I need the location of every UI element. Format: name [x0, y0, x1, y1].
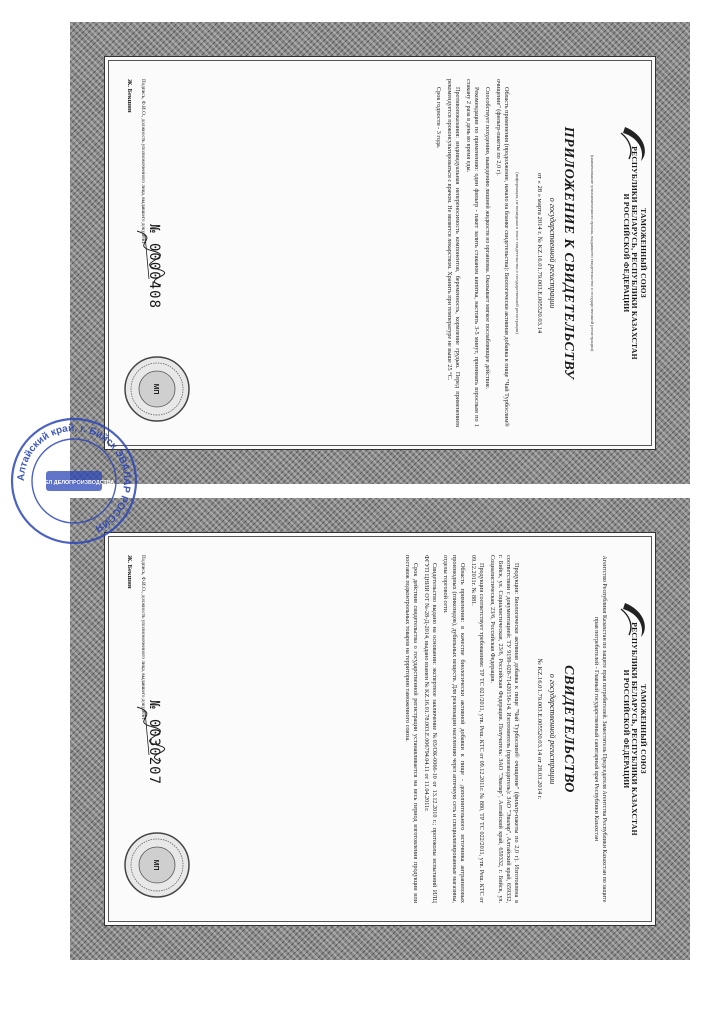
paragraph: Продукция: Биологически активная добавка к пище "Чай Турбослим® очищение" (фильтр-пакеты по 2,0 г). Изготовлена в соответствии с документацией: ТУ 9199-028-71420156-14. Изготовитель (производитель): ЗАО "Эвалар", Алтайский край, 659332, г. Бийск, ул. Социалистическая, 23/6, Российская Федерация. Получатель: ЗАО "Эвалар", Алтайский край, 659332, г. Бийск, ул. Социалистическая, 23/6, Российская Федерация. [488, 555, 520, 903]
rotated-content [105, 533, 655, 925]
signature-caption: Подпись, Ф.И.О., должность уполномоченного лица, выдавшего документ [140, 79, 147, 244]
paragraph: Область применения: в качестве биологически активной добавки к пище - дополнительного источника антраниловых производных (гликозидов), дубильных веществ. Для реализации населению через аптечную сеть и специализированные магазины, отделы торговой сети. [442, 555, 466, 903]
union-line-3: И РОССИЙСКОЙ ФЕДЕРАЦИИ [621, 193, 631, 313]
union-line-3: И РОССИЙСКОЙ ФЕДЕРАЦИИ [621, 669, 631, 789]
paragraph: Рекомендации по применению: один фильтр - пакет залить стаканом кипятка, настоять 3-5 минут, принимать взрослым по 1 стакану 2 раза в день во время еды. [464, 79, 480, 427]
paragraph: Область применения (продолжение, начало на бланке свидетельства): Биологически активная добавка к пище "Чай Турбослим® очищение" (фильтр-пакеты по 2,0 г). [494, 79, 511, 427]
issuing-authority: Агентство Республики Казахстан по защите прав потребителей. Заместитель Председателя Агентства Республики Казахстан по защите прав потребителей - Главный государственный санитарный врач Республики Казахстан [593, 555, 607, 903]
union-header [621, 57, 647, 449]
certificate-inner [104, 532, 656, 926]
seal-label: МП [152, 859, 159, 871]
authority-note: (наименование уполномоченного органа, выдавшего свидетельство о государственной регистрации) [590, 154, 595, 352]
union-line-1: ТАМОЖЕННЫЙ СОЮЗ [639, 684, 648, 774]
union-line-2: РЕСПУБЛИКИ БЕЛАРУСЬ, РЕСПУБЛИКИ КАЗАХСТАН [630, 622, 640, 836]
signature-block [125, 555, 146, 725]
paragraph: Способствует похудению, выведению лишней жидкости из организма. Оказывает мягкое послабляющее действие. [483, 87, 491, 390]
signature-block [125, 79, 146, 249]
appendix-body [431, 79, 520, 427]
date-number-line: № KZ.16.01.79.003.Е.005520.03.14 от 28.03.2014 г. [536, 658, 543, 800]
company-stamp-icon [8, 415, 140, 547]
union-header [621, 533, 647, 925]
form-number: № 0030207 [146, 700, 163, 785]
date-number-line: от « 28 » марта 2014 г. № KZ.16.01.79.003.Е.005520.03.14 [536, 172, 543, 334]
paragraph: Срок действия свидетельства о государственной регистрации устанавливается на весь период изготовления продукции или поставок подконтрольных товаров на территорию таможенного союза. [404, 555, 420, 903]
signer-name: Ж. Бекшин [126, 555, 134, 589]
document-subtitle: о государственной регистрации [548, 673, 557, 785]
stamp-ring-text: Алтайский край, г. Бийск ЭВАЛАР РОССИЯ [15, 422, 133, 534]
paragraph: Срок годности - 3 года. [434, 87, 442, 149]
union-line-1: ТАМОЖЕННЫЙ СОЮЗ [639, 208, 648, 298]
paragraph: Свидетельство выдано на основании: экспертное заключение №03/ОК-0066-10 от 13.12.2010 г.; протоколы испытаний ИЛЦ ФГУП ЦНИИ ОТ №-28-Д-2014, выдано взамен № KZ.16.01.78.003.Е.006794.04.11 от 11.04.2011г. [423, 555, 439, 903]
paragraph: Продукция соответствует требованиям: ТР ТС 021/2011, утв. Реш. КТС от 09.12.2011г. № 880, ТР ТС 022/2011, утв. Реш. КТС от 09.12.2011г. № 881. [469, 555, 485, 903]
document-title: СВИДЕТЕЛЬСТВО [561, 665, 576, 793]
info-note: (информация, не вошедшая в текст свидетельства о государственной регистрации) [515, 172, 520, 334]
certificate-registration [70, 498, 690, 960]
union-line-2: РЕСПУБЛИКИ БЕЛАРУСЬ, РЕСПУБЛИКИ КАЗАХСТАН [630, 146, 640, 360]
seal-label: МП [152, 383, 159, 395]
stamp-center-text: ОТДЕЛ ДЕЛОПРОИЗВОДСТВА [33, 480, 115, 486]
rotated-content [105, 57, 655, 449]
official-seal-icon [123, 355, 191, 423]
paragraph: Противопоказания: индивидуальная непереносимость компонентов, беременность, кормление грудью. Перед применением рекомендуется проконсультироваться с врачом. Не является лекарством. Хранить при температуре не выше 25 °С. [445, 79, 461, 427]
document-subtitle: о государственной регистрации [548, 197, 557, 309]
certificate-body [400, 555, 520, 903]
signature-caption: Подпись, Ф.И.О., должность уполномоченного лица, выдавшего документ [140, 555, 147, 720]
official-seal-icon [123, 831, 191, 899]
form-number: № 0000408 [146, 224, 163, 309]
certificate-appendix [70, 22, 690, 484]
document-title: ПРИЛОЖЕНИЕ К СВИДЕТЕЛЬСТВУ [561, 126, 576, 380]
signer-name: Ж. Бекшин [126, 79, 134, 113]
certificate-inner [104, 56, 656, 450]
